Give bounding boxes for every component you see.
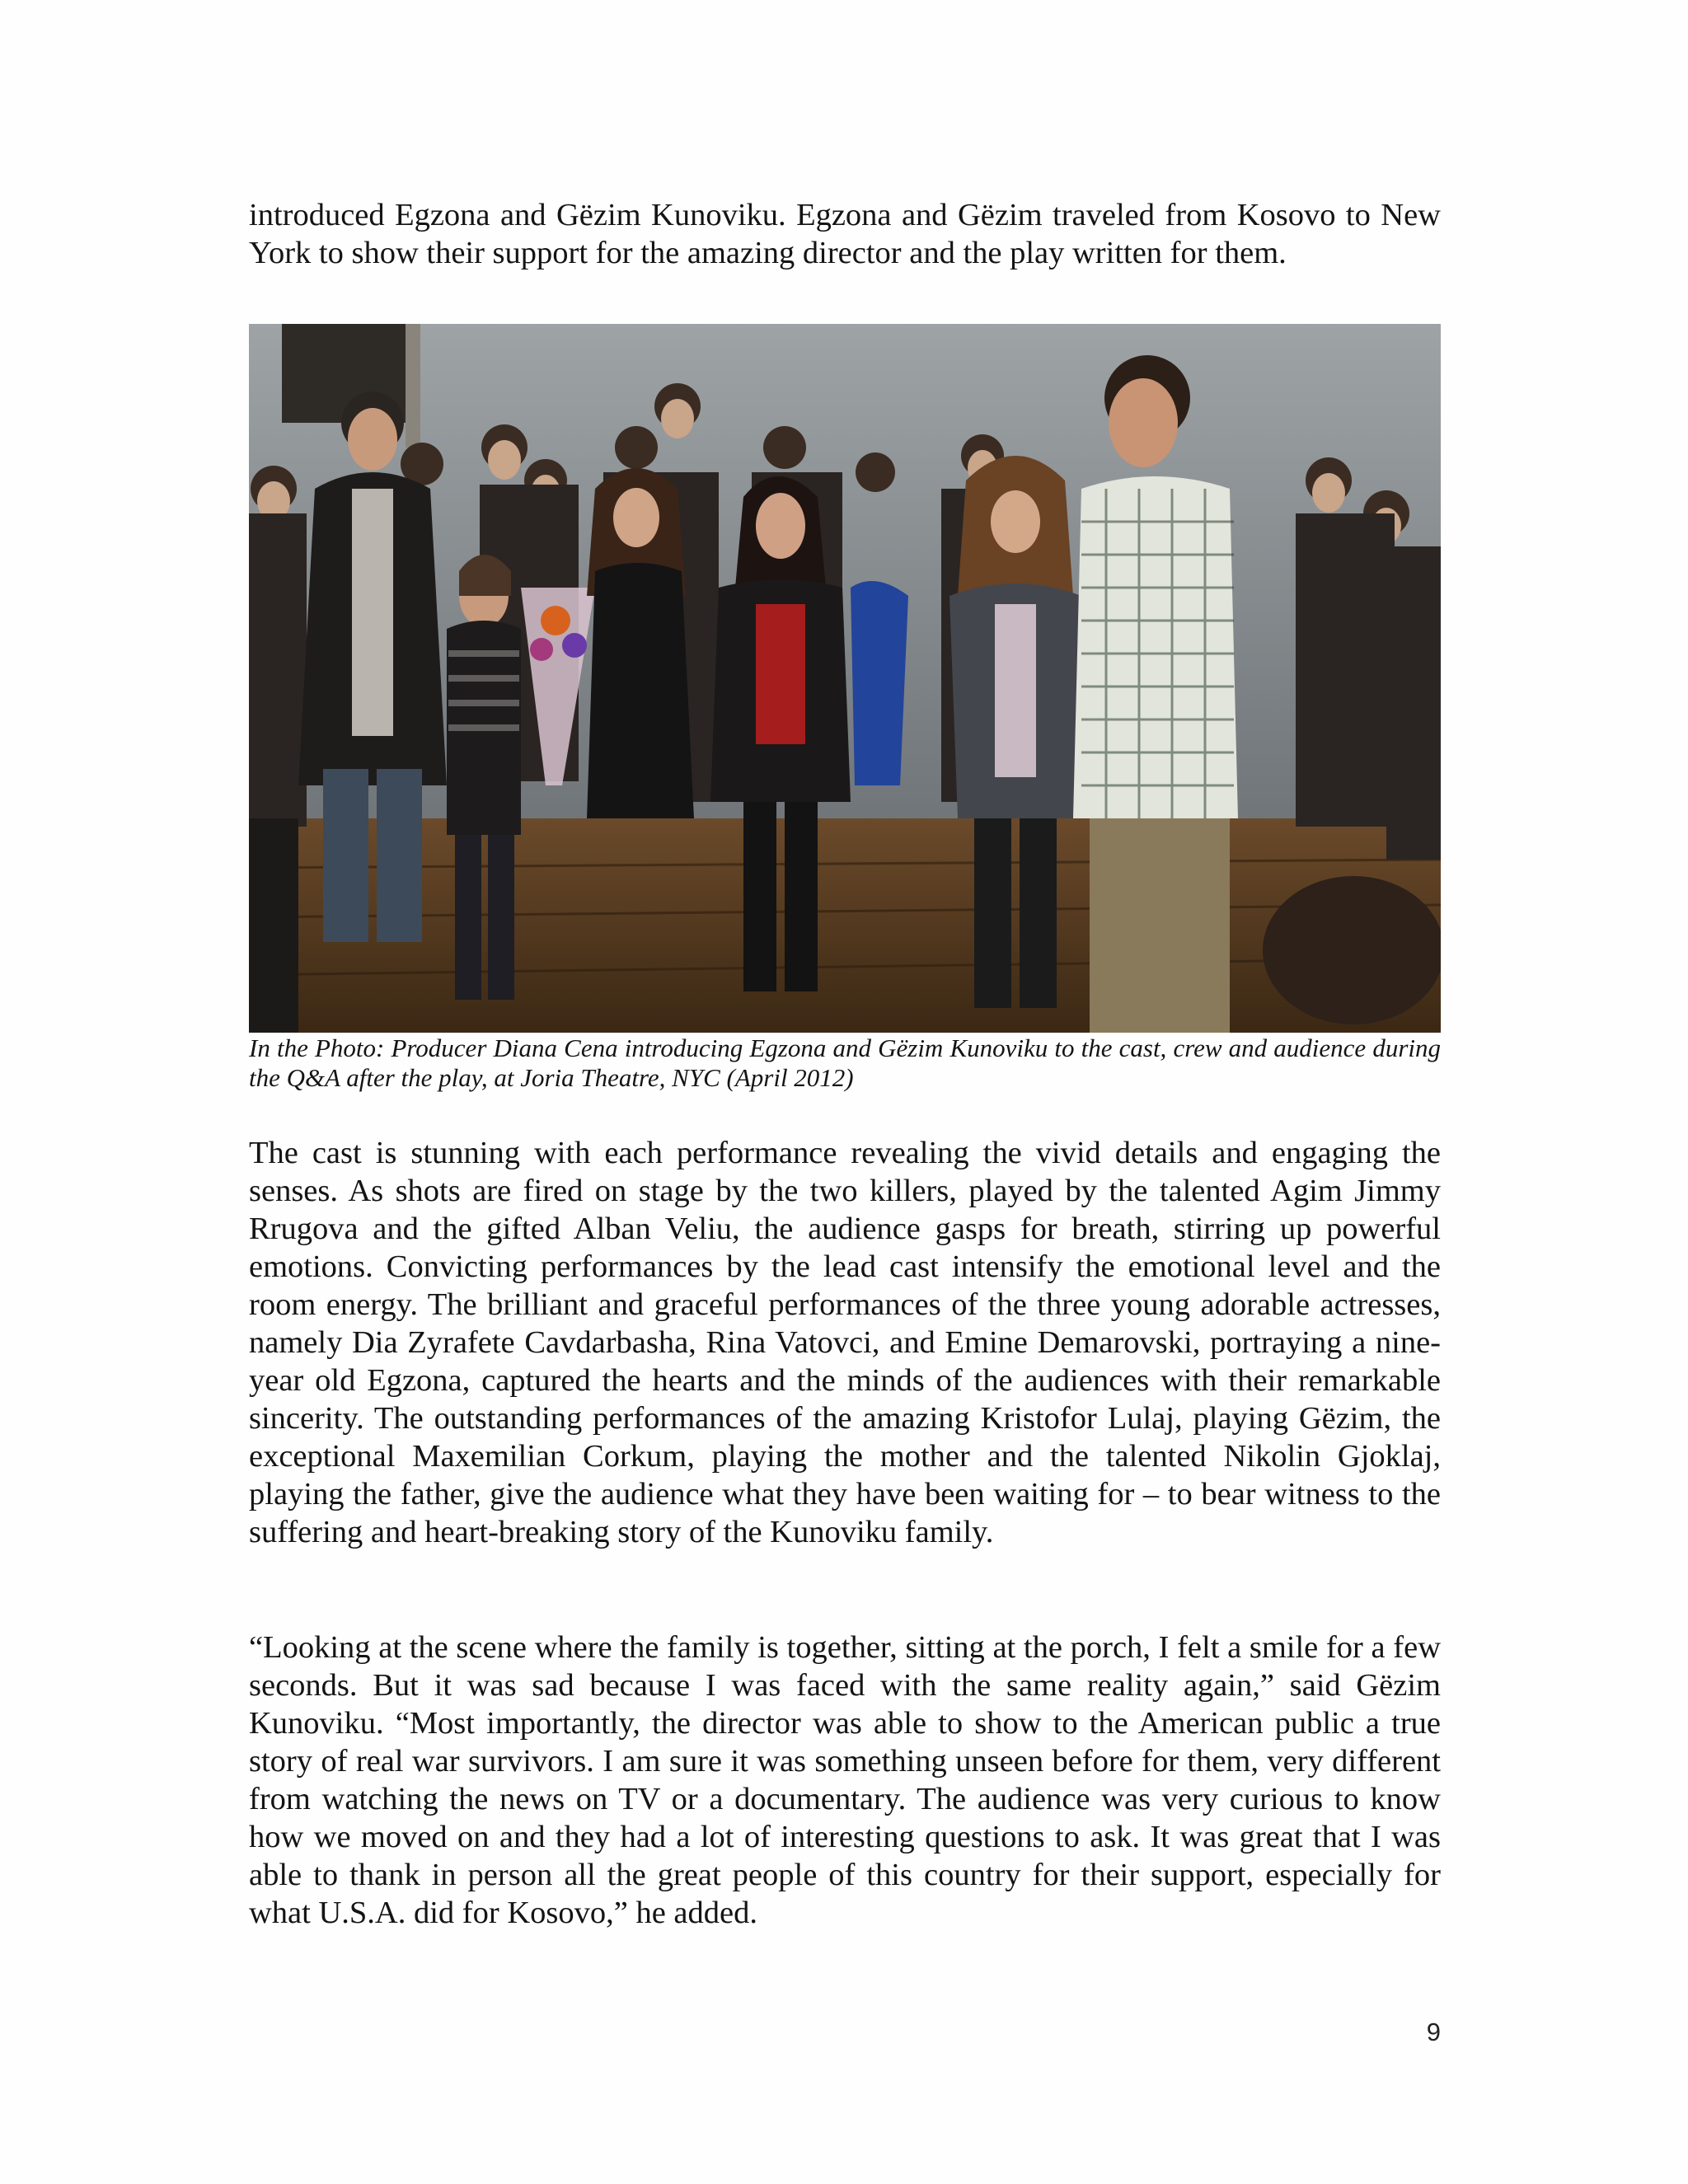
intro-paragraph: introduced Egzona and Gëzim Kunoviku. Egzona and Gëzim traveled from Kosovo to New York to show their support for the amazing director and the play written for them. [249, 198, 1441, 270]
photo-caption: In the Photo: Producer Diana Cena introducing Egzona and Gëzim Kunoviku to the cast, crew and audience during the Q&A after the play, at Joria Theatre, NYC (April 2012) [249, 1033, 1441, 1092]
group-photo-illustration [249, 324, 1441, 1033]
cast-paragraph: The cast is stunning with each performance revealing the vivid details and engaging the senses. As shots are fired on stage by the two killers, played by the talented Agim Jimmy Rrugova and the gifted Alban Veliu, the audience gasps for breath, stirring up powerful emotions. Convicting performances by the lead cast intensify the emotional level and the room energy. The brilliant and graceful performances of the three young adorable actresses, namely Dia Zyrafete Cavdarbasha, Rina Vatovci, and Emine Demarovski, portraying a nine-year old Egzona, captured the hearts and the minds of the audiences with their remarkable sincerity. The outstanding performances of the amazing Kristofor Lulaj, playing Gëzim, the exceptional Maxemilian Corkum, playing the mother and the talented Nikolin Gjoklaj, playing the father, give the audience what they have been waiting for – to bear witness to the suffering and heart-breaking story of the Kunoviku family. [249, 1136, 1441, 1549]
page-number: 9 [1426, 2018, 1441, 2046]
quote-paragraph: “Looking at the scene where the family is together, sitting at the porch, I felt a smile for a few seconds. But it was sad because I was faced with the same reality again,” said Gëzim Kunoviku. “Most importantly, the director was able to show to the American public a true story of real war survivors. I am sure it was something unseen before for them, very different from watching the news on TV or a documentary. The audience was very curious to know how we moved on and they had a lot of interesting questions to ask. It was great that I was able to thank in person all the great people of this country for their support, especially for what U.S.A. did for Kosovo,” he added. [249, 1630, 1441, 1930]
group-photo [249, 324, 1441, 1033]
